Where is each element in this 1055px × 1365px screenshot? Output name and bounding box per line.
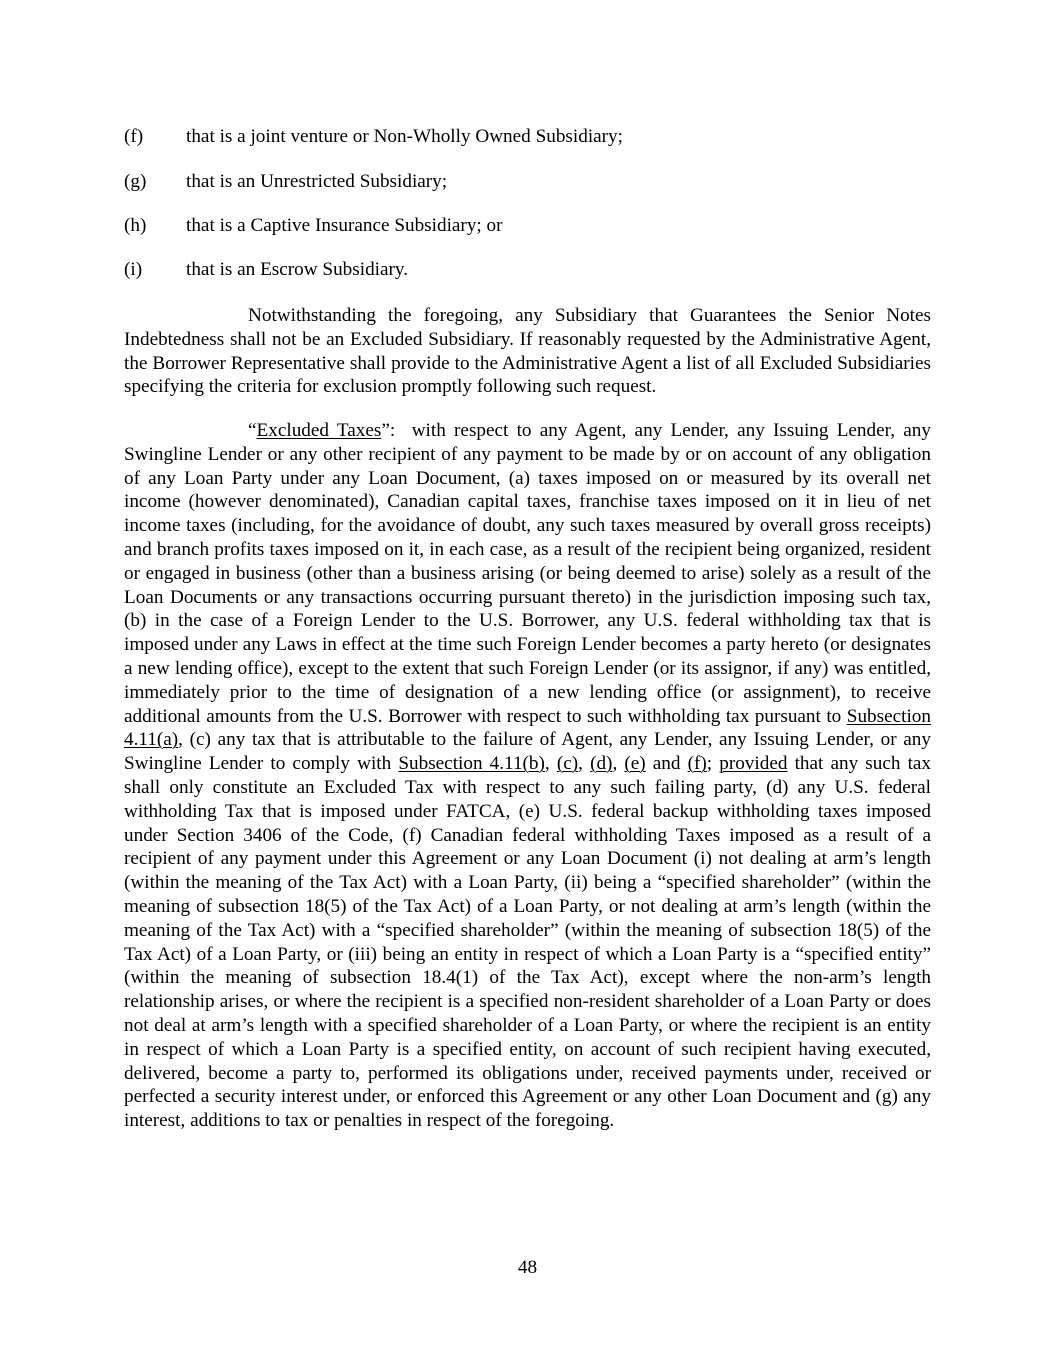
list-item-text: that is a joint venture or Non-Wholly Owned Subsidiary; (186, 126, 623, 147)
close-quote-colon: ”: (381, 420, 396, 441)
separator: , (612, 753, 625, 775)
definition-text-part-1: with respect to any Agent, any Lender, any Issuing Lender, any Swingline Lender or any other recipient of any payment to be made by or on account of any obligation of any Loan Party under any Loan Document, (a) taxes imposed on or measured by its overall net income (however denominated), Canadian capital taxes, franchise taxes imposed on it in lieu of net income taxes (including, for the avoidance of doubt, any such taxes measured by overall gross receipts) and branch profits taxes imposed on it, in each case, as a result of the recipient being organized, resident or engaged in business (other than a business arising (or being deemed to arise) solely as a result of the Loan Documents or any transactions occurring pursuant thereto) in the jurisdiction imposing such tax, (b) in the case of a Foreign Lender to the U.S. Borrower, any U.S. federal withholding tax that is imposed under any Laws in effect at the time such Foreign Lender becomes a party hereto (or designates a new lending office), except to the extent that such Foreign Lender (or its assignor, if any) was entitled, immediately prior to the time of designation of a new lending office (or assignment), to receive additional amounts from the U.S. Borrower with respect to such withholding tax pursuant to (124, 420, 936, 727)
cross-reference-c: (c) (556, 753, 579, 775)
cross-reference-4-11-b: Subsection 4.11(b) (398, 753, 545, 775)
notwithstanding-paragraph: Notwithstanding the foregoing, any Subsidiary that Guarantees the Senior Notes Indebtedness shall not be an Excluded Subsidiary. If reasonably requested by the Administrative Agent, the Borrower Representative shall provide to the Administrative Agent a list of all Excluded Subsidiaries specifying the criteria for exclusion promptly following such request. (124, 305, 931, 398)
excluded-taxes-definition (124, 419, 936, 1133)
cross-reference-e: (e) (624, 753, 646, 775)
separator: ; (706, 753, 720, 775)
list-item-text: that is an Escrow Subsidiary. (186, 259, 409, 280)
list-item-label: (g) (124, 171, 147, 192)
cross-reference-d: (d) (590, 753, 613, 775)
page-number: 48 (517, 1257, 538, 1278)
list-item-label: (f) (124, 126, 144, 147)
cross-reference-4-11-a: Subsection 4.11(a) (124, 705, 931, 751)
separator: , (544, 753, 557, 775)
definition-text-part-2: , (c) any tax that is attributable to the failure of Agent, any Lender, any Issuing Lender, or any Swingline Lender to comply with (124, 729, 931, 775)
cross-reference-f: (f) (687, 753, 707, 775)
defined-term-excluded-taxes: Excluded Taxes (256, 420, 382, 441)
provided-term: provided (719, 753, 788, 775)
open-quote: “ (248, 420, 257, 441)
list-item-label: (i) (124, 259, 143, 280)
definition-text-part-3: that any such tax shall only constitute an Excluded Tax with respect to any such failing party, (d) any U.S. federal withholding Tax that is imposed under FATCA, (e) U.S. federal backup withholding taxes imposed under Section 3406 of the Code, (f) Canadian federal withholding Taxes imposed as a result of a recipient of any payment under this Agreement or any Loan Document (i) not dealing at arm’s length (within the meaning of the Tax Act) with a Loan Party, (ii) being a “specified shareholder” (within the meaning of subsection 18(5) of the Tax Act) of a Loan Party, or not dealing at arm’s length (within the meaning of the Tax Act) with a “specified shareholder” (within the meaning of subsection 18(5) of the Tax Act) of a Loan Party, or (iii) being an entity in respect of which a Loan Party is a “specified entity” (within the meaning of subsection 18.4(1) of the Tax Act), except where the non-arm’s length relationship arises, or where the recipient is a specified non-resident shareholder of a Loan Party or does not deal at arm’s length with a specified shareholder of a Loan Party, or where the recipient is an entity in respect of which a Loan Party is a specified entity, on account of such recipient having executed, delivered, become a party to, performed its obligations under, received payments under, received or perfected a security interest under, or enforced this Agreement or any other Loan Document and (g) any interest, additions to tax or penalties in respect of the foregoing. (124, 753, 932, 1132)
separator: , (578, 753, 591, 775)
list-item-text: that is an Unrestricted Subsidiary; (186, 171, 448, 192)
list-item-text: that is a Captive Insurance Subsidiary; or (186, 215, 503, 236)
list-item-label: (h) (124, 215, 147, 236)
separator: and (645, 753, 688, 775)
